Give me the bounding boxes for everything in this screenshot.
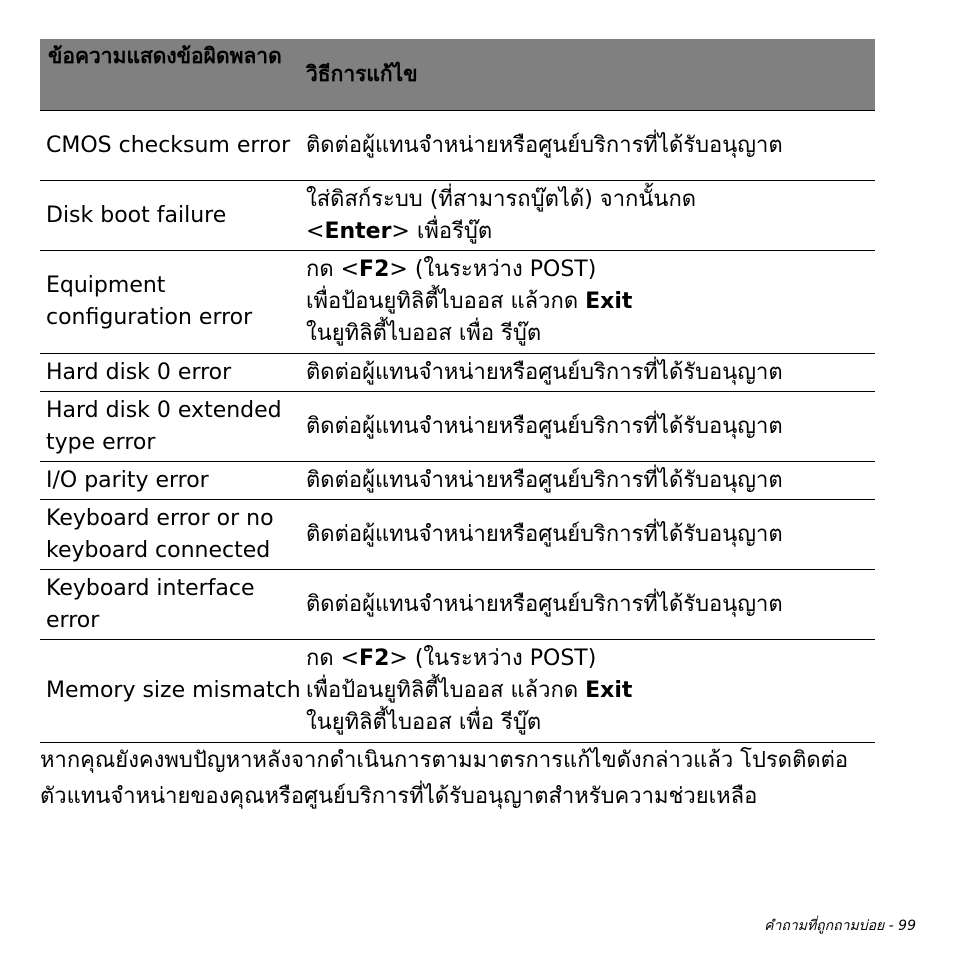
table-row bbox=[40, 354, 875, 392]
error-cell: Memory size mismatch bbox=[46, 678, 301, 703]
solution-cell: กด <F2> (ในระหว่าง POST) เพื่อป้อนยูทิลิตี้ไบออส แล้วกด Exit ในยูทิลิตี้ไบออส เพื่อ รีบู๊ต bbox=[306, 646, 633, 735]
solution-cell: กด <F2> (ในระหว่าง POST) เพื่อป้อนยูทิลิตี้ไบออส แล้วกด Exit ในยูทิลิตี้ไบออส เพื่อ รีบู๊ต bbox=[306, 257, 633, 346]
solution-cell: ติดต่อผู้แทนจำหน่ายหรือศูนย์บริการที่ได้รับอนุญาต bbox=[306, 591, 783, 617]
table-row bbox=[40, 181, 875, 251]
solution-cell: ติดต่อผู้แทนจำหน่ายหรือศูนย์บริการที่ได้รับอนุญาต bbox=[306, 132, 783, 158]
table-row bbox=[40, 392, 875, 462]
solution-cell: ติดต่อผู้แทนจำหน่ายหรือศูนย์บริการที่ได้รับอนุญาต bbox=[306, 413, 783, 439]
error-cell: Hard disk 0 extended type error bbox=[46, 397, 282, 455]
error-cell: Keyboard interface error bbox=[46, 575, 255, 633]
footer-separator: - bbox=[888, 918, 894, 934]
table-row bbox=[40, 462, 875, 500]
error-cell: CMOS checksum error bbox=[46, 132, 291, 158]
table-row bbox=[40, 111, 875, 181]
error-cell: Disk boot failure bbox=[46, 202, 227, 228]
solution-cell: ติดต่อผู้แทนจำหน่ายหรือศูนย์บริการที่ได้รับอนุญาต bbox=[306, 467, 783, 493]
solution-cell: ติดต่อผู้แทนจำหน่ายหรือศูนย์บริการที่ได้รับอนุญาต bbox=[306, 521, 783, 547]
error-cell: Hard disk 0 error bbox=[46, 359, 232, 385]
header-solution: วิธีการแก้ไข bbox=[306, 62, 418, 86]
solution-cell: ใส่ดิสก์ระบบ (ที่สามารถบู๊ตได้) จากนั้นกด <Enter> เพื่อรีบู๊ต bbox=[306, 186, 697, 244]
error-table bbox=[40, 39, 875, 743]
page-footer bbox=[764, 915, 916, 937]
error-cell: I/O parity error bbox=[46, 467, 209, 493]
table-row bbox=[40, 251, 875, 354]
solution-cell: ติดต่อผู้แทนจำหน่ายหรือศูนย์บริการที่ได้รับอนุญาต bbox=[306, 359, 783, 385]
header-error-message: ข้อความแสดงข้อผิดพลาด bbox=[48, 44, 282, 68]
error-cell: Equipment configuration error bbox=[46, 273, 253, 330]
table-row bbox=[40, 640, 875, 743]
help-note: หากคุณยังคงพบปัญหาหลังจากดำเนินการตามมาตรการแก้ไขดังกล่าวแล้ว โปรดติดต่อตัวแทนจำหน่ายของคุณหรือศูนย์บริการที่ได้รับอนุญาตสำหรับความช่วยเหลือ bbox=[40, 748, 849, 809]
table-row bbox=[40, 500, 875, 570]
footer-section-title: คำถามที่ถูกถามบ่อย bbox=[764, 918, 885, 934]
table-header bbox=[40, 39, 875, 111]
page-number: 99 bbox=[898, 918, 916, 934]
error-cell: Keyboard error or no keyboard connected bbox=[46, 505, 274, 563]
table-row bbox=[40, 570, 875, 640]
